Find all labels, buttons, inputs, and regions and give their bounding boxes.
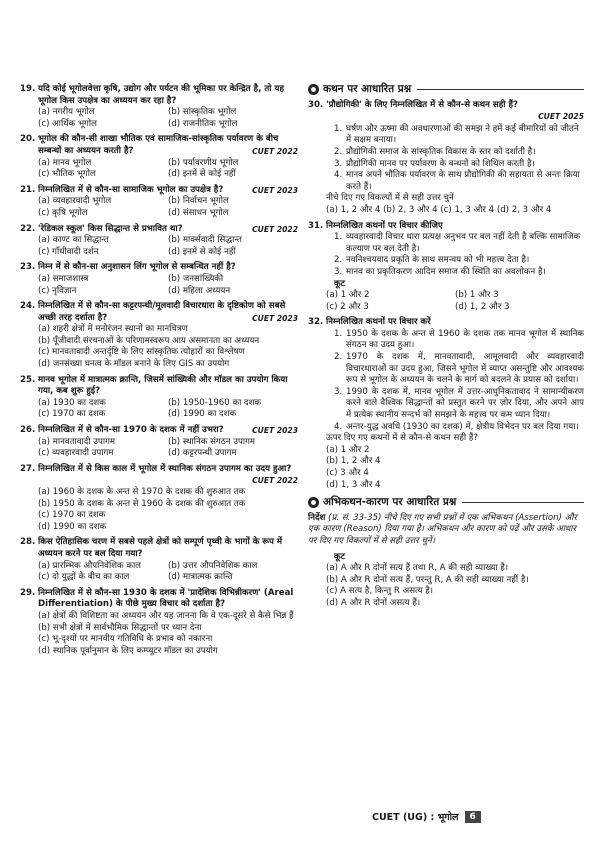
option: (b) पूँजीवादी संरचनाओं के परिणामस्वरूप आय असमानता का अध्ययन: [38, 335, 260, 346]
question-header: [20, 185, 298, 197]
exam-tag: CUET 2023: [252, 185, 298, 195]
option: (d) इनमें से कोई नहीं: [168, 169, 236, 180]
page-number: 6: [465, 811, 481, 823]
option: (a) व्यवहारवादी भूगोल: [38, 196, 112, 207]
option: (d) संसाधन भूगोल: [168, 207, 229, 218]
question-text: मानव भूगोल में मात्रात्मक क्रान्ति, जिसमें सांख्यिकी और मॉडल का उपयोग किया गया, कब शुरू हुई?: [38, 374, 288, 397]
question-header: [20, 588, 298, 611]
option: (c) गाँधीवादी दर्शन: [38, 246, 99, 257]
statement: [334, 255, 584, 267]
option: (b) सभी क्षेत्रों में सार्वभौमिक सिद्धान्तों पर ध्यान देना: [38, 622, 202, 633]
question-number: 29.: [20, 587, 36, 598]
question-number: 19.: [20, 84, 36, 94]
option: (b) सांस्कृतिक भूगोल: [168, 107, 237, 118]
statement: [334, 170, 584, 193]
option: (a) काण्ट का सिद्धान्त: [38, 235, 109, 246]
option: (c) कृषि भूगोल: [38, 207, 88, 218]
exam-tag: CUET 2022: [252, 224, 298, 234]
options: [38, 561, 298, 584]
question-22: [20, 224, 298, 259]
question-header: [20, 301, 298, 324]
question-25: [20, 375, 298, 421]
exam-tag: CUET 2025: [538, 112, 584, 122]
left-column: [20, 84, 298, 661]
question-text: भूगोल की कौन-सी शाखा भौतिक एवं सामाजिक-सांस्कृतिक पर्यावरण के बीच सम्बन्धों का अध्ययन करती है? CUET 2022: [38, 134, 298, 156]
options: [38, 158, 298, 181]
option: (b) 1 और 3: [455, 290, 499, 301]
question-19: [20, 84, 298, 130]
question-text: निम्न में से कौन-सा अनुशासन लिंग भूगोल से सम्बन्धित नहीं है?: [38, 262, 236, 273]
option: (b) 1, 2 और 4: [326, 456, 381, 467]
option: (a) 1 और 2: [326, 444, 370, 455]
option: (a) मानवतावादी उपागम: [38, 436, 116, 447]
option: (b) जनसांख्यिकी: [168, 273, 224, 284]
options-line: (a) 1, 2 और 4 (b) 2, 3 और 4 (c) 1, 3 और 4 (d) 2, 3 और 4: [326, 204, 552, 215]
statement-number: 1.: [334, 123, 343, 134]
option: (c) 1970 का दशक: [38, 409, 106, 420]
option: (a) शहरी क्षेत्रों में मनोरंजन स्थानों का मानचित्रण: [38, 324, 188, 335]
option: (b) मार्क्सवादी सिद्धान्त: [168, 235, 242, 246]
question-header: [20, 464, 298, 487]
exam-tag: CUET 2023: [252, 426, 298, 436]
statement-text: 1950 के दशक के अन्त से 1960 के दशक तक मानव भूगोल में स्थानिक संगठन का उदय हुआ।: [346, 328, 584, 351]
option: (b) 1950 के दशक के अन्त से 1960 के दशक की शुरुआत तक: [38, 498, 246, 509]
statement-text: प्रौद्योगिकी समाज के सांस्कृतिक विकास के स्तर को दर्शाती है।: [346, 146, 536, 157]
question-27: [20, 464, 298, 534]
option: (c) आर्थिक भूगोल: [38, 118, 97, 129]
option: (c) मानवतावादी अन्तर्दृष्टि के लिए सांस्कृतिक त्योहारों का विश्लेषण: [38, 347, 245, 358]
statement-number: 4.: [334, 421, 343, 432]
option: (b) 1950-1960 का दशक: [168, 397, 262, 408]
question-23: [20, 262, 298, 297]
question-header: [20, 425, 298, 437]
options: [38, 437, 298, 460]
option: (b) स्थानिक संगठन उपागम: [168, 436, 256, 447]
options: [38, 487, 298, 533]
option: (b) निर्वाचन भूगोल: [168, 196, 229, 207]
statement-text: प्रौद्योगिकी मानव पर पर्यावरण के बन्धनों को शिथिल करती है।: [346, 158, 535, 169]
option: (a) 1960 के दशक के अन्त से 1970 के दशक की शुरुआत तक: [38, 487, 246, 497]
question-number: 22.: [20, 223, 36, 234]
statement-text: 1970 के दशक में, मानवतावादी, आमूलवादी और व्यवहारवादी विचारधाराओं का उदय हुआ, जिसने भूगोल में व्याप्त असन्तुष्टि और आवश्यक रूप से भूगोल के अध्ययन के चलने के मार्ग को बदलने के प्रयास को दर्शाया।: [346, 352, 584, 386]
right-column: कथन पर आधारित प्रश्न 30. 'प्रौद्योगिकी' के लिए निम्नलिखित में से कौन-से कथन सही हैं? CUET 2025 1. घर्षण और ऊष्मा की अवधारणाओं की समझ ने हमें कई बीमारियों को जीतने में सक्षम बनाया। 2. प्रौद्योगिकी समाज के सांस्कृतिक विकास के स्तर को दर्शाती है। 3. प्रौद्योगिकी मानव पर पर्यावरण के बन्धनों को शिथिल करती है। 4. मानव अपने भौतिक पर्यावरण के साथ प्रौद्योगिकी की सहायता से अन्तः क्रिया करते हैं। नीचे दिए गए विकल्पों में से सही उत्तर चुनें (a) 1, 2 और 4 (b) 2, 3 और 4 (c) 1, 3 और 4 (d) 2, 3 और 4 31. निम्नलिखित कथनों पर विचार कीजिए 1. व्यवहारवादी विचार धारा प्रत्यक्ष अनुभव पर बल नहीं देती है बल्कि सामाजिक कल्याण पर बल देती है। 2. नवनिश्चयवाद प्रकृति के साथ समन्वय को भी महत्त्व देता है। 3. मानव का प्रकृतिकरण आदिम समाज की स्थिति का अवलोकन है। कूट (a) 1 और 2 (b) 1 और 3 (c) 2 और 3 (d) 1, 2 और 3 32. निम्नलिखित कथनों पर विचार करें 1. 1950 के दशक के अन्त से 1960 के दशक तक मानव भूगोल में स्थानिक संगठन का उदय हुआ। 2. 1970 के दशक में, मानवतावादी, आमूलवादी और व्यवहारवादी विचारधाराओं का उदय हुआ, जिसने भूगोल में व्याप्त असन्तुष्टि और आवश्यक रूप से भूगोल के अध्ययन के चलने के मार्ग को बदलने के प्रयास को दर्शाया। 3. 1990 के दशक में, मानव भूगोल में उत्तर-आधुनिकतावाद ने सामान्यीकरण करने वाले वैश्विक सिद्धान्तों को प्रस्तुत करने पर ज़ोर दिया, और अपने आप में प्रत्येक स्थानीय सन्दर्भ को समझने के महत्त्व पर कम ध्यान दिया। 4. अन्तर-युद्ध अवधि (1930 का दशक) में, क्षेत्रीय विभेदन पर बल दिया गया। ऊपर दिए गए कथनों में से कौन-से कथन सही हैं? (a) 1 और 2 (b) 1, 2 और 4 (c) 3 और 4 (d) 1, 3 और 4 अभिकथन-कारण पर आधारित प्रश्न निर्देश (प्र. सं. 33-35) नीचे दिए गए सभी प्रश्नों में एक अभिकथन (Assertion) और एक कारण (Reason) दिया गया है। अभिकथन और कारण को पढ़ें और उसके आधार पर दिए गए विकल्पों में से सही उत्तर चुनें। कूट (a) A और R दोनों सत्य हैं तथा R, A की सही व्याख्या है। (b) A और R दोनों सत्य हैं, परन्तु R, A की सही व्याख्या नहीं है। (c) A सत्य है, किन्तु R असत्य है। (d) A और R दोनों असत्य हैं।: [308, 83, 584, 608]
statement-number: 4.: [334, 170, 343, 181]
option: (c) भू-दृश्यों पर मानवीय गतिविधि के प्रभाव को नकारना: [38, 634, 213, 645]
question-header: [20, 224, 298, 236]
option: (c) 3 और 4: [326, 468, 369, 478]
question-21: [20, 185, 298, 220]
statement-number: 2.: [334, 352, 343, 363]
option: (a) 1 और 2: [326, 290, 370, 301]
option: (a) मानव भूगोल: [38, 157, 92, 168]
option: (d) 1990 का दशक: [38, 521, 107, 532]
exam-tag: CUET 2022: [252, 146, 298, 156]
option: (d) A और R दोनों असत्य हैं।: [326, 597, 421, 608]
question-text: निम्नलिखित में से कौन-सा सामाजिक भूगोल का उपक्षेत्र है? CUET 2023: [38, 184, 298, 195]
options: [38, 274, 298, 297]
options: [38, 324, 298, 370]
question-number: 23.: [20, 262, 36, 273]
question-number: 26.: [20, 425, 36, 436]
statement-text: घर्षण और ऊष्मा की अवधारणाओं की समझ ने हमें कई बीमारियों को जीतने में सक्षम बनाया।: [346, 123, 579, 146]
question-text: निम्नलिखित में से कौन-सा 1930 के दशक में 'प्रादेशिक विभिन्नीकरण' (Areal Differentiation) के पीछे मुख्य विचार को दर्शाता है?: [38, 587, 294, 610]
question-31: 31. निम्नलिखित कथनों पर विचार कीजिए 1. व्यवहारवादी विचार धारा प्रत्यक्ष अनुभव पर बल नहीं देती है बल्कि सामाजिक कल्याण पर बल देती है। 2. नवनिश्चयवाद प्रकृति के साथ समन्वय को भी महत्त्व देता है। 3. मानव का प्रकृतिकरण आदिम समाज की स्थिति का अवलोकन है। कूट (a) 1 और 2 (b) 1 और 3 (c) 2 और 3 (d) 1, 2 और 3: [308, 221, 584, 314]
exam-tag: CUET 2023: [252, 313, 298, 323]
option: (b) पर्यावरणीय भूगोल: [168, 157, 239, 168]
statement-text: अन्तर-युद्ध अवधि (1930 का दशक) में, क्षेत्रीय विभेदन पर बल दिया गया।: [346, 421, 579, 432]
option: (c) भौतिक भूगोल: [38, 169, 96, 180]
option: (d) राजनीतिक भूगोल: [168, 118, 238, 129]
bullet-icon: [308, 497, 319, 508]
option: (a) 1930 का दशक: [38, 397, 106, 408]
question-text: निम्नलिखित में से कौन-सा 1970 के दशक में नहीं उभरा? CUET 2023: [38, 425, 298, 436]
option: (d) 1990 का दशक: [168, 409, 237, 420]
statement: [334, 124, 584, 147]
option: (b) उत्तर औपनिवेशिक काल: [168, 560, 258, 571]
question-number: 25.: [20, 374, 36, 385]
section-heading-assertion-reason: अभिकथन-कारण पर आधारित प्रश्न: [308, 497, 584, 509]
options: [38, 196, 298, 219]
option: (c) 1970 का दशक: [38, 510, 106, 521]
question-text: निम्नलिखित में से कौन-सा कट्टरपन्थी/मूलवादी विचारधारा के दृष्टिकोण को सबसे अच्छी तरह दर्शाता है? CUET 2023: [38, 301, 298, 323]
statement-number: 1.: [334, 232, 343, 243]
options: [38, 611, 298, 657]
option: (b) A और R दोनों सत्य हैं, परन्तु R, A की सही व्याख्या नहीं है।: [326, 574, 529, 585]
option: (d) इनमें से कोई नहीं: [168, 246, 236, 257]
option: (a) नगरीय भूगोल: [38, 107, 95, 118]
option: (d) मात्रात्मक क्रान्ति: [168, 572, 233, 583]
bullet-icon: [308, 84, 319, 95]
option: (c) A सत्य है, किन्तु R असत्य है।: [326, 586, 434, 597]
option: (c) नृविज्ञान: [38, 285, 77, 296]
question-text: यदि कोई भूगोलवेत्ता कृषि, उद्योग और पर्यटन की भूमिका पर केन्द्रित है, तो यह भूगोल किस उपक्षेत्र का अध्ययन कर रहा है?: [38, 84, 285, 106]
question-header: [20, 262, 298, 274]
statement-text: नवनिश्चयवाद प्रकृति के साथ समन्वय को भी महत्त्व देता है।: [346, 255, 530, 266]
statement: [334, 387, 584, 422]
exam-tag: CUET 2022: [252, 476, 298, 486]
question-26: [20, 425, 298, 460]
option: (c) 2 और 3: [326, 301, 369, 312]
statement-number: 3.: [334, 266, 343, 277]
question-24: [20, 301, 298, 371]
question-text: किस ऐतिहासिक चरण में सबसे पहले क्षेत्रों को सम्पूर्ण पृथ्वी के भागों के रूप में अध्ययन करने पर बल दिया गया?: [38, 537, 282, 559]
statement: [334, 422, 584, 434]
question-28: [20, 537, 298, 583]
question-number: 27.: [20, 463, 36, 474]
section-heading-statements: कथन पर आधारित प्रश्न: [308, 84, 584, 96]
statement-text: मानव अपने भौतिक पर्यावरण के साथ प्रौद्योगिकी की सहायता से अन्तः क्रिया करते हैं।: [346, 170, 580, 192]
option: (d) महिला अध्ययन: [168, 285, 231, 296]
question-header: [20, 84, 298, 107]
option: (a) प्रारम्भिक औपनिवेशिक काल: [38, 560, 142, 571]
question-number: 28.: [20, 537, 36, 548]
statement-number: 1.: [334, 328, 343, 339]
directions: निर्देश (प्र. सं. 33-35) नीचे दिए गए सभी प्रश्नों में एक अभिकथन (Assertion) और एक कारण (Reason) दिया गया है। अभिकथन और कारण को पढ़ें और उसके आधार पर दिए गए विकल्पों में से सही उत्तर चुनें।: [308, 512, 577, 546]
question-number: 21.: [20, 184, 36, 195]
statement-number: 3.: [334, 386, 343, 397]
question-number: 24.: [20, 301, 36, 312]
options: [38, 235, 298, 258]
option: (a) क्षेत्रों की विशिष्टता का अध्ययन और यह जानना कि वे एक-दूसरे से कैसे भिन्न हैं: [38, 610, 294, 621]
option: (a) समाजशास्त्र: [38, 273, 89, 284]
statement: [334, 267, 584, 279]
option: (c) दो युद्धों के बीच का काल: [38, 572, 130, 583]
options: [38, 107, 298, 130]
statement-text: मानव का प्रकृतिकरण आदिम समाज की स्थिति का अवलोकन है।: [346, 266, 546, 277]
statement-text: 1990 के दशक में, मानव भूगोल में उत्तर-आधुनिकतावाद ने सामान्यीकरण करने वाले वैश्विक सिद्धान्तों को प्रस्तुत करने पर ज़ोर दिया, और अपने आप में प्रत्येक स्थानीय सन्दर्भ को समझने के महत्त्व पर कम ध्यान दिया।: [346, 386, 584, 421]
option: (d) 1, 3 और 4: [326, 479, 381, 490]
question-text: निम्नलिखित में से किस काल में भूगोल में स्थानिक संगठन उपागम का उदय हुआ? CUET 2022: [38, 463, 298, 486]
option: (c) व्यवहारवादी उपागम: [38, 448, 114, 459]
page-footer: CUET (UG) : भूगोल 6: [372, 810, 481, 823]
statement-number: 2.: [334, 146, 343, 157]
statement-number: 2.: [334, 255, 343, 266]
option: (d) कट्टरपन्थी उपागम: [168, 448, 237, 459]
question-29: [20, 588, 298, 658]
question-20: [20, 134, 298, 180]
question-header: [20, 375, 298, 398]
statement: [334, 147, 584, 159]
statement-number: 3.: [334, 158, 343, 169]
statement: [334, 232, 584, 255]
options: [38, 398, 298, 421]
question-header: [20, 537, 298, 560]
question-32: 32. निम्नलिखित कथनों पर विचार करें 1. 1950 के दशक के अन्त से 1960 के दशक तक मानव भूगोल में स्थानिक संगठन का उदय हुआ। 2. 1970 के दशक में, मानवतावादी, आमूलवादी और व्यवहारवादी विचारधाराओं का उदय हुआ, जिसने भूगोल में व्याप्त असन्तुष्टि और आवश्यक रूप से भूगोल के अध्ययन के चलने के मार्ग को बदलने के प्रयास को दर्शाया। 3. 1990 के दशक में, मानव भूगोल में उत्तर-आधुनिकतावाद ने सामान्यीकरण करने वाले वैश्विक सिद्धान्तों को प्रस्तुत करने पर ज़ोर दिया, और अपने आप में प्रत्येक स्थानीय सन्दर्भ को समझने के महत्त्व पर कम ध्यान दिया। 4. अन्तर-युद्ध अवधि (1930 का दशक) में, क्षेत्रीय विभेदन पर बल दिया गया। ऊपर दिए गए कथनों में से कौन-से कथन सही हैं? (a) 1 और 2 (b) 1, 2 और 4 (c) 3 और 4 (d) 1, 3 और 4: [308, 317, 584, 490]
statement: [334, 352, 584, 387]
option: (a) A और R दोनों सत्य हैं तथा R, A की सही व्याख्या है।: [326, 563, 509, 574]
statement: [334, 159, 584, 171]
option: (d) स्थानिक पूर्वानुमान के लिए कम्प्यूटर मॉडल का उपयोग: [38, 645, 218, 656]
question-text: 'रेडिकल स्कूल' किस सिद्धान्त से प्रभावित था? CUET 2022: [38, 223, 298, 234]
question-header: [20, 134, 298, 157]
statement-text: व्यवहारवादी विचार धारा प्रत्यक्ष अनुभव पर बल नहीं देती है बल्कि सामाजिक कल्याण पर बल देती है।: [346, 232, 581, 254]
question-number: 20.: [20, 134, 36, 145]
question-30: 30. 'प्रौद्योगिकी' के लिए निम्नलिखित में से कौन-से कथन सही हैं? CUET 2025 1. घर्षण और ऊष्मा की अवधारणाओं की समझ ने हमें कई बीमारियों को जीतने में सक्षम बनाया। 2. प्रौद्योगिकी समाज के सांस्कृतिक विकास के स्तर को दर्शाती है। 3. प्रौद्योगिकी मानव पर पर्यावरण के बन्धनों को शिथिल करती है। 4. मानव अपने भौतिक पर्यावरण के साथ प्रौद्योगिकी की सहायता से अन्तः क्रिया करते हैं। नीचे दिए गए विकल्पों में से सही उत्तर चुनें (a) 1, 2 और 4 (b) 2, 3 और 4 (c) 1, 3 और 4 (d) 2, 3 और 4: [308, 99, 584, 215]
option: (d) 1, 2 और 3: [455, 301, 510, 312]
statement: [334, 329, 584, 352]
option: (d) जनसंख्या घनत्व के मॉडल बनाने के लिए GIS का उपयोग: [38, 359, 230, 370]
